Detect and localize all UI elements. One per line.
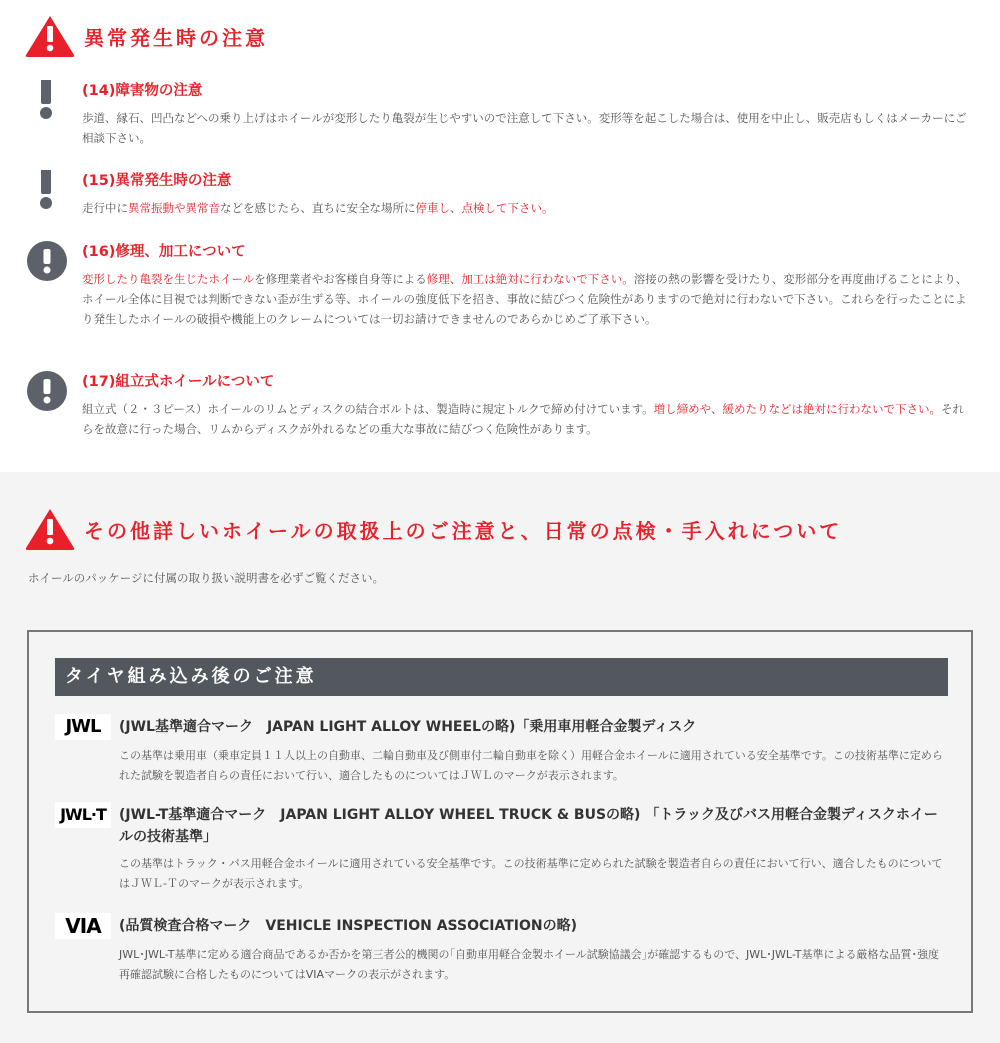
highlighted-text: 停車し	[415, 201, 450, 215]
highlighted-text: 変形したり亀裂を生じたホイール	[82, 272, 255, 286]
highlighted-text: 増し締めや、緩めたりなどは絶対に行わないで下さい。	[653, 402, 941, 416]
mark-item-via	[55, 913, 948, 1003]
notice-header: タイヤ組み込み後のご注意	[55, 658, 948, 696]
exclamation-icon	[26, 80, 70, 124]
mark-item-jwl-t	[55, 802, 948, 902]
jwl-logo-icon: JWL	[55, 714, 111, 740]
mark-title: (JWL基準適合マーク JAPAN LIGHT ALLOY WHEELの略)「乗用車用軽合金製ディスク	[119, 719, 697, 735]
body-text: などを感じたら、直ちに安全な場所に	[220, 201, 416, 215]
item-body	[82, 198, 974, 218]
item-body	[82, 399, 974, 439]
body-text: 組立式（２・３ピース）ホイールのリムとディスクの結合ボルトは、製造時に規定トルクで締め付けています。	[82, 402, 654, 416]
mark-body: この基準はトラック・バス用軽合金ホイールに適用されている安全基準です。この技術基準に定められた試験を製造者自らの責任において行い、適合したものについてはＪＷＬ-Ｔのマークが表示されます。	[119, 857, 943, 890]
item-title: (15)異常発生時の注意	[82, 173, 232, 189]
mark-body: JWL･JWL-T基準に定める適合商品であるか否かを第三者公的機関の｢自動車用軽合金製ホイール試験協議会｣が確認するもので、JWL･JWL-T基準による厳格な品質･強度再確認試験に合格したものについてはVIAマークの表示がされます。	[119, 948, 940, 981]
notice-item-17	[26, 371, 976, 446]
via-logo-icon: VIA	[55, 913, 111, 939]
exclamation-circle-icon	[26, 241, 70, 285]
item-body	[82, 269, 974, 329]
item-title: (17)組立式ホイールについて	[82, 374, 275, 390]
item-title: (16)修理、加工について	[82, 244, 246, 260]
other-notes-section	[0, 472, 1000, 1043]
mark-item-jwl	[55, 714, 948, 804]
tire-mounting-notice-box	[27, 630, 973, 1013]
section-heading	[24, 507, 842, 551]
item-body	[82, 108, 974, 148]
section-heading	[24, 14, 268, 58]
section-title: その他詳しいホイールの取扱上のご注意と、日常の点検・手入れについて	[84, 518, 843, 543]
body-text: 、	[450, 201, 462, 215]
mark-body: この基準は乗用車（乗車定員１１人以上の自動車、二輪自動車及び側車付二輪自動車を除く）用軽合金ホイールに適用されている安全基準です。この技術基準に定められた試験を製造者自らの責任において行い、適合したものについてはＪＷＬのマークが表示されます。	[119, 749, 943, 782]
body-text: 歩道、縁石、凹凸などへの乗り上げはホイールが変形したり亀裂が生じやすいので注意して下さい。変形等を起こした場合は、使用を中止し、販売店もしくはメーカーにご相談下さい。	[82, 111, 967, 145]
body-text: 溶接の熱の影響を受けたり、変形部分を再度曲げることにより、ホイール全体に目視では判断できない歪が生ずる等、ホイールの強度低下を招き、事故に結びつく危険性がありますので絶対に行わないで下さい。これらを行ったことにより発生したホイールの破損や機能上のクレームについては一切お請けできませんのであらかじめご了承下さい。	[82, 272, 968, 326]
warning-triangle-icon	[24, 507, 76, 551]
highlighted-text: 異常振動や異常音	[128, 201, 220, 215]
mark-title: (品質検査合格マーク VEHICLE INSPECTION ASSOCIATIONの略)	[119, 918, 577, 934]
body-text: 走行中に	[82, 201, 128, 215]
body-text: を修理業者やお客様自身等による	[254, 272, 427, 286]
highlighted-text: 修理、加工は絶対に行わないで下さい。	[426, 272, 634, 286]
item-title: (14)障害物の注意	[82, 83, 203, 99]
exclamation-circle-icon	[26, 371, 70, 415]
notice-item-15	[26, 170, 976, 220]
exclamation-icon	[26, 170, 70, 214]
body-text: それらを故意に行った場合、リムからディスクが外れるなどの重大な事故に結びつく危険性があります。	[82, 402, 964, 436]
warning-triangle-icon	[24, 14, 76, 58]
abnormal-section	[0, 0, 1000, 472]
notice-item-14	[26, 80, 976, 155]
mark-title: (JWL-T基準適合マーク JAPAN LIGHT ALLOY WHEEL TRUCK & BUSの略) 「トラック及びバス用軽合金製ディスクホイールの技術基準」	[119, 807, 938, 845]
section-title: 異常発生時の注意	[84, 25, 268, 50]
jwl-t-logo-icon: JWL·T	[55, 802, 111, 828]
notice-item-16	[26, 241, 976, 356]
highlighted-text: 点検して下さい。	[461, 201, 554, 215]
intro-text: ホイールのパッケージに付属の取り扱い説明書を必ずご覧ください。	[28, 571, 385, 585]
